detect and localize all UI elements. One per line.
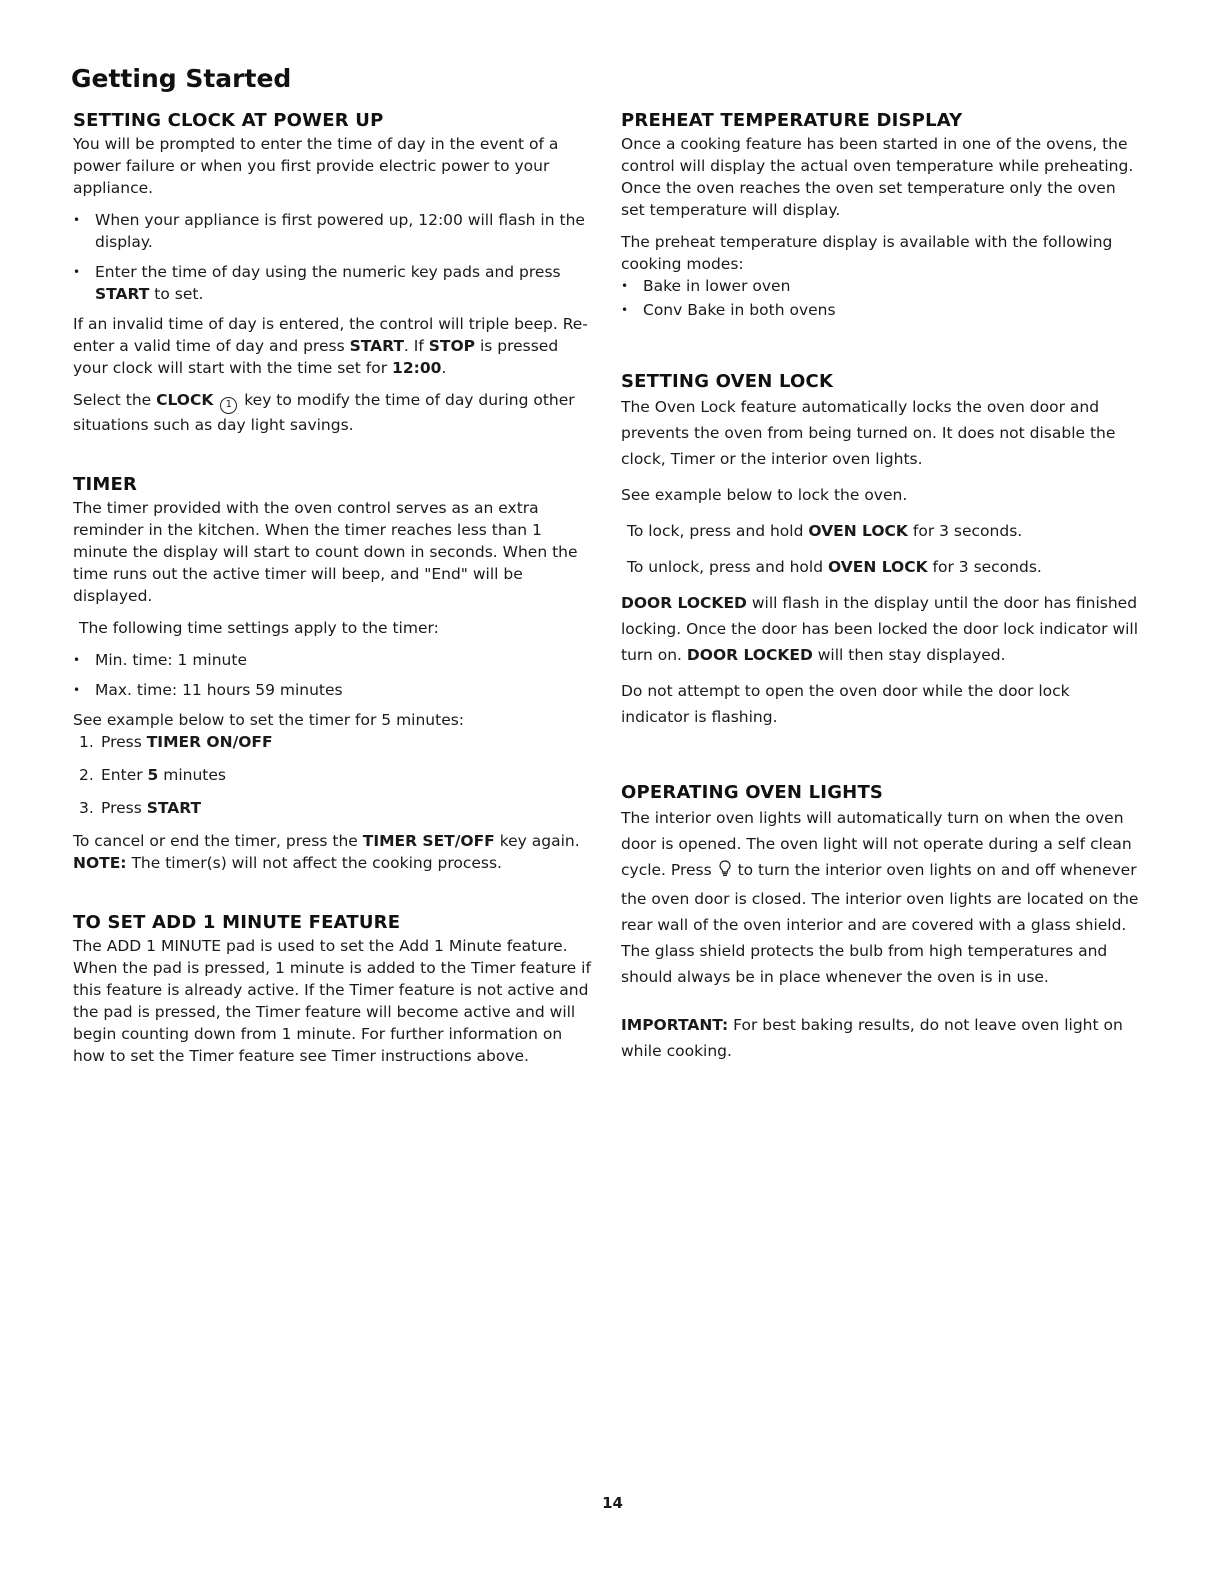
list-item: • Max. time: 11 hours 59 minutes — [73, 679, 593, 701]
left-column — [73, 110, 593, 1077]
oven-lock-example: See example below to lock the oven. — [621, 486, 908, 504]
key-label: STOP — [428, 337, 476, 355]
section-heading: TIMER — [73, 474, 138, 495]
timer-settings-list — [73, 649, 593, 701]
key-label: START — [95, 285, 150, 303]
list-item: • Bake in lower oven — [621, 275, 1141, 297]
section-oven-lights — [621, 782, 1141, 1064]
timer-steps — [73, 731, 593, 819]
timer-intro: The timer provided with the oven control serves as an extra reminder in the kitchen. When the timer reaches less than 1 minute the display will start to count down in seconds. When the time runs out the active timer will beep, and "End" will be displayed. — [73, 499, 578, 605]
time-value: 12:00 — [392, 359, 442, 377]
clock-select-text — [73, 389, 593, 436]
list-item — [73, 764, 593, 786]
oven-lock-lock-step — [621, 518, 1141, 544]
timer-cancel-text — [73, 830, 593, 852]
section-heading: TO SET ADD 1 MINUTE FEATURE — [73, 912, 401, 933]
bullet-text: Enter the time of day using the numeric key pads and press — [95, 263, 561, 281]
text: Press — [101, 733, 147, 751]
step-number: 3. — [79, 799, 94, 817]
text: to turn the interior oven lights on and off whenever the oven door is closed. The interior oven lights are located on the rear wall of the oven interior and are covered with a glass shield. The glass shield protects the bulb from high temperatures and should always be in place whenever the oven is in use. — [621, 861, 1139, 986]
light-bulb-icon — [719, 860, 731, 886]
key-label: OVEN LOCK — [828, 558, 928, 576]
section-oven-lock — [621, 371, 1141, 730]
page-number: 14 — [602, 1494, 623, 1512]
text: is pressed your clock will start with the time set for — [73, 337, 559, 377]
display-label: DOOR LOCKED — [621, 594, 747, 612]
oven-lock-unlock-step — [621, 554, 1141, 580]
text: To lock, press and hold — [627, 522, 809, 540]
text: will flash in the display until the door has finished locking. Once the door has been locked the door lock indicator will turn on. — [621, 594, 1139, 664]
text: key to modify the time of day during other situations such as day light savings. — [73, 391, 575, 434]
right-column — [621, 110, 1141, 1074]
bullet-text: to set. — [149, 285, 204, 303]
display-label: DOOR LOCKED — [686, 646, 813, 664]
timer-example-intro: See example below to set the timer for 5 minutes: — [73, 711, 465, 729]
text: for 3 seconds. — [927, 558, 1042, 576]
key-label: TIMER ON/OFF — [146, 733, 273, 751]
text: To unlock, press and hold — [627, 558, 828, 576]
list-item — [73, 209, 593, 253]
section-heading: SETTING CLOCK AT POWER UP — [73, 110, 384, 131]
section-timer — [73, 474, 593, 874]
text: For best baking results, do not leave oven light on while cooking. — [621, 1016, 1123, 1060]
key-label: OVEN LOCK — [808, 522, 908, 540]
key-label: START — [349, 337, 404, 355]
add-minute-text: The ADD 1 MINUTE pad is used to set the Add 1 Minute feature. When the pad is pressed, 1 minute is added to the Timer feature if this feature is already active. If the Timer feature is not active and the pad is pressed, the Timer feature will become active and will begin counting down from 1 minute. For further information on how to set the Timer feature see Timer instructions above. — [73, 937, 591, 1065]
page-title: Getting Started — [71, 64, 292, 93]
text: The interior oven lights will automatically turn on when the oven door is opened. The oven light will not operate during a self clean cycle. Press — [621, 809, 1132, 879]
value: 5 — [147, 766, 159, 784]
text: . — [441, 359, 447, 377]
section-preheat-display — [621, 110, 1141, 321]
clock-icon: 1 — [220, 397, 237, 414]
list-item: • Min. time: 1 minute — [73, 649, 593, 671]
text: To cancel or end the timer, press the — [73, 832, 363, 850]
timer-note — [73, 852, 593, 874]
list-item — [73, 797, 593, 819]
clock-bullets — [73, 209, 593, 305]
oven-lights-important — [621, 1012, 1141, 1064]
text: Press — [101, 799, 147, 817]
key-label: TIMER SET/OFF — [362, 832, 495, 850]
timer-settings-intro: The following time settings apply to the timer: — [79, 619, 439, 637]
oven-lock-warning: Do not attempt to open the oven door while the door lock indicator is flashing. — [621, 682, 1070, 726]
text: will then stay displayed. — [812, 646, 1006, 664]
preheat-modes — [621, 275, 1141, 321]
text: . If — [403, 337, 429, 355]
section-heading: PREHEAT TEMPERATURE DISPLAY — [621, 110, 963, 131]
section-heading: OPERATING OVEN LIGHTS — [621, 782, 884, 803]
clock-intro: You will be prompted to enter the time of day in the event of a power failure or when you first provide electric power to your appliance. — [73, 135, 559, 197]
text: for 3 seconds. — [907, 522, 1023, 540]
section-add-minute — [73, 912, 593, 1067]
text: The timer(s) will not affect the cooking process. — [126, 854, 502, 872]
preheat-text-2: The preheat temperature display is available with the following cooking modes: — [621, 233, 1113, 273]
oven-lock-intro: The Oven Lock feature automatically locks the oven door and prevents the oven from being turned on. It does not disable the clock, Timer or the interior oven lights. — [621, 398, 1116, 468]
clock-invalid-text — [73, 313, 593, 379]
text: If an invalid time of day is entered, the control will triple beep. Re-enter a valid time of day and press — [73, 315, 588, 355]
list-item: • Conv Bake in both ovens — [621, 299, 1141, 321]
text: Enter — [101, 766, 148, 784]
important-label: IMPORTANT: — [621, 1016, 729, 1034]
section-setting-clock — [73, 110, 593, 436]
preheat-text-1: Once a cooking feature has been started in one of the ovens, the control will display the actual oven temperature while preheating. Once the oven reaches the oven set temperature only the oven set temperature will display. — [621, 135, 1134, 219]
key-label: CLOCK — [156, 391, 214, 409]
oven-lock-door-locked — [621, 590, 1141, 668]
key-label: START — [146, 799, 202, 817]
text: Select the — [73, 391, 157, 409]
note-label: NOTE: — [73, 854, 127, 872]
text: key again. — [494, 832, 580, 850]
list-item — [73, 261, 593, 305]
text: minutes — [158, 766, 226, 784]
list-item — [73, 731, 593, 753]
oven-lights-text — [621, 805, 1141, 990]
step-number: 1. — [79, 733, 94, 751]
bullet-text: When your appliance is first powered up, 12:00 will flash in the display. — [95, 211, 585, 251]
step-number: 2. — [79, 766, 94, 784]
section-heading: SETTING OVEN LOCK — [621, 371, 834, 392]
